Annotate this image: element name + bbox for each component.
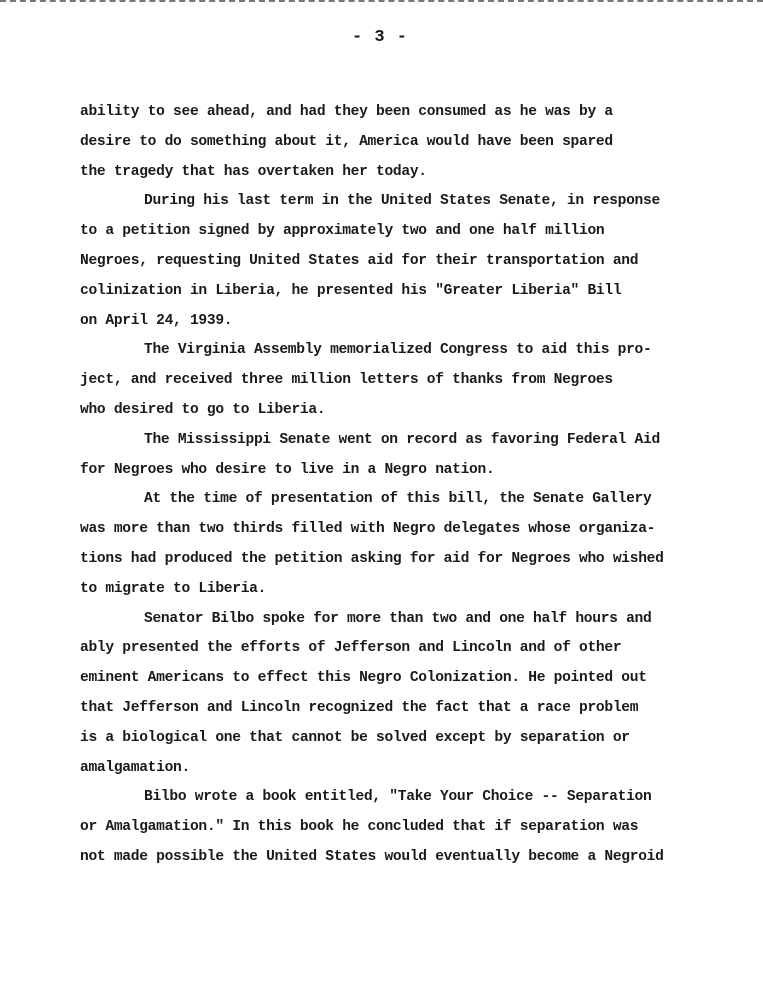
text-line: amalgamation. [80,759,190,776]
text-line: ject, and received three million letters of thanks from Negroes [80,372,613,389]
text-line: who desired to go to Liberia. [80,401,326,418]
text-line: desire to do something about it, America would have been spared [80,133,613,150]
text-line: Bilbo wrote a book entitled, "Take Your Choice -- Separation [144,789,652,806]
text-line: for Negroes who desire to live in a Negro nation. [80,461,495,478]
paragraph [80,336,720,425]
paragraph [80,605,720,784]
text-line: The Virginia Assembly memorialized Congress to aid this pro- [144,342,652,359]
text-line: colinization in Liberia, he presented his "Greater Liberia" Bill [80,282,622,299]
text-line: ability to see ahead, and had they been consumed as he was by a [80,104,613,120]
text-line: that Jefferson and Lincoln recognized the fact that a race problem [80,699,639,716]
paragraph [80,485,720,604]
text-line: not made possible the United States would eventually become a Negroid [80,848,664,865]
text-line: the tragedy that has overtaken her today. [80,163,427,180]
text-line: At the time of presentation of this bill, the Senate Gallery [144,491,652,508]
paragraph [80,426,720,486]
paragraph [80,783,720,872]
paragraph [80,98,720,187]
page-number: - 3 - [351,28,408,47]
text-line: or Amalgamation." In this book he concluded that if separation was [80,819,639,836]
text-line: Senator Bilbo spoke for more than two and one half hours and [144,610,652,627]
text-line: tions had produced the petition asking for aid for Negroes who wished [80,550,664,567]
page-top-edge [0,0,763,6]
text-line: Negroes, requesting United States aid for their transportation and [80,252,639,269]
text-line: is a biological one that cannot be solved except by separation or [80,729,630,746]
document-body [80,98,720,873]
text-line: was more than two thirds filled with Negro delegates whose organiza- [80,521,656,538]
text-line: The Mississippi Senate went on record as favoring Federal Aid [144,431,660,448]
text-line: to migrate to Liberia. [80,580,267,597]
text-line: on April 24, 1939. [80,312,233,329]
text-line: ably presented the efforts of Jefferson and Lincoln and of other [80,640,622,657]
text-line: During his last term in the United States Senate, in response [144,193,660,210]
text-line: to a petition signed by approximately two and one half million [80,223,605,240]
text-line: eminent Americans to effect this Negro Colonization. He pointed out [80,670,647,687]
paragraph [80,187,720,336]
